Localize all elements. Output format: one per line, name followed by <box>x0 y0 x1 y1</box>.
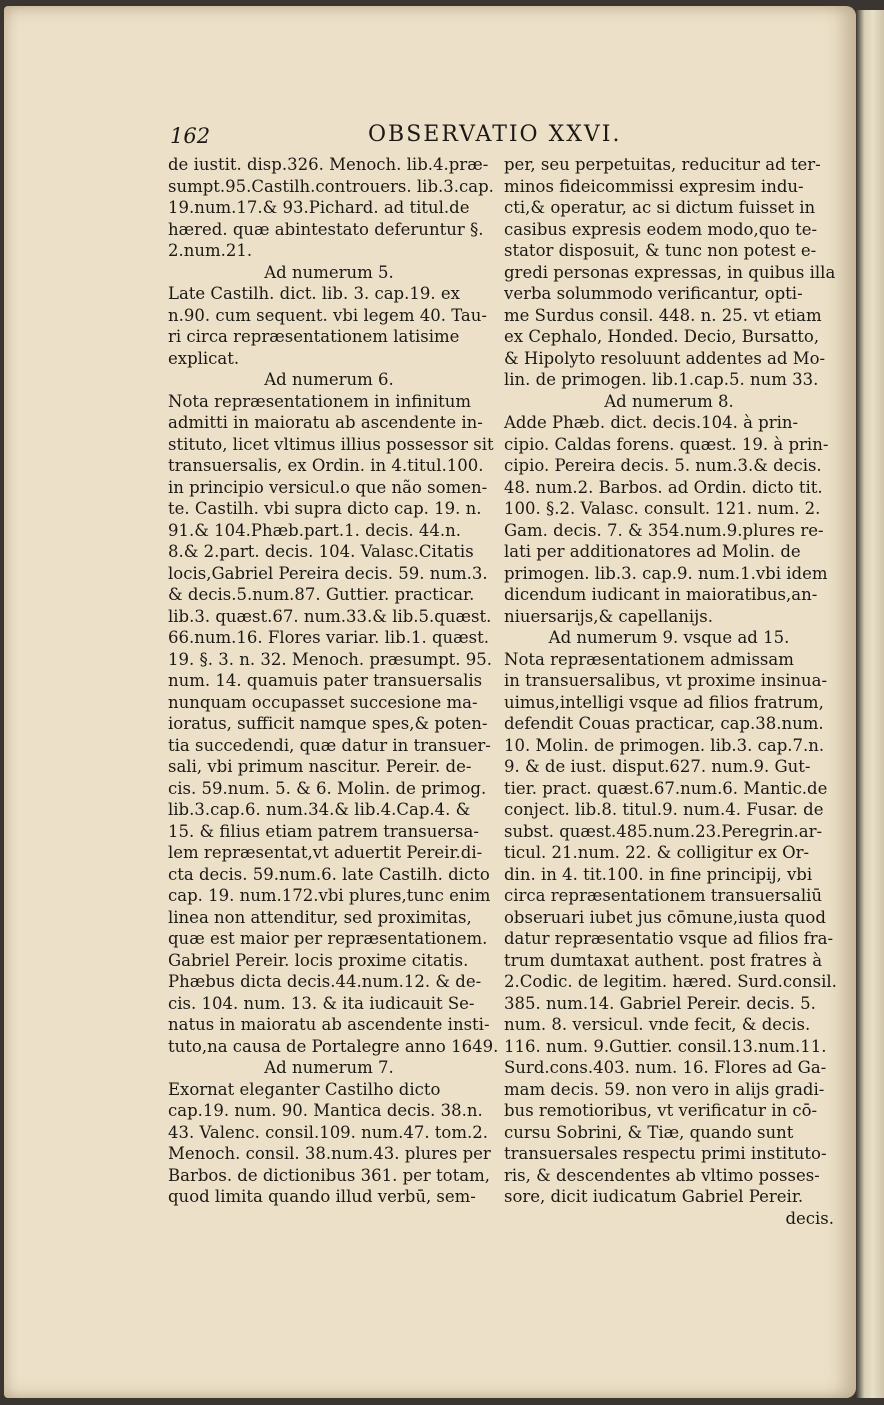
text-line: 385. num.14. Gabriel Pereir. decis. 5. <box>504 993 816 1013</box>
text-line: cipio. Caldas forens. quæst. 19. à prin- <box>504 434 829 454</box>
text-line: tia succedendi, quæ datur in transuer- <box>168 735 491 755</box>
text-line: in transuersalibus, vt proxime insinua- <box>504 671 828 690</box>
text-line: nunquam occupasset succesione ma- <box>168 692 478 712</box>
text-line: 19.num.17.& 93.Pichard. ad titul.de <box>168 198 470 217</box>
page-number: 162 <box>170 124 211 148</box>
text-line: obseruari iubet jus cōmune,iusta quod <box>504 907 826 927</box>
text-line: Adde Phæb. dict. decis.104. à prin- <box>504 413 799 432</box>
text-line: quæ est maior per repræsentationem. <box>168 929 488 948</box>
text-line: din. in 4. tit.100. in fine principij, vbi <box>504 864 813 884</box>
text-line: Phæbus dicta decis.44.num.12. & de- <box>168 972 482 991</box>
text-line: tuto,na causa de Portalegre anno 1649. <box>168 1036 499 1056</box>
text-line: te. Castilh. vbi supra dicto cap. 19. n. <box>168 499 482 518</box>
text-line: ioratus, sufficit namque spes,& poten- <box>168 714 488 733</box>
text-line: natus in maioratu ab ascendente insti- <box>168 1015 490 1034</box>
text-line: ticul. 21.num. 22. & colligitur ex Or- <box>504 843 810 862</box>
text-line: uimus,intelligi vsque ad filios fratrum, <box>504 692 824 712</box>
text-line: lin. de primogen. lib.1.cap.5. num 33. <box>504 370 819 389</box>
text-line: 43. Valenc. consil.109. num.47. tom.2. <box>168 1122 489 1142</box>
text-line: lati per additionatores ad Molin. de <box>504 542 801 561</box>
text-line: stituto, licet vltimus illius possessor sit <box>168 434 494 454</box>
text-line: casibus expresis eodem modo,quo te- <box>504 219 818 239</box>
text-line: cap.19. num. 90. Mantica decis. 38.n. <box>168 1101 483 1120</box>
section-heading: Ad numerum 9. vsque ad 15. <box>548 628 790 647</box>
text-line: cti,& operatur, ac si dictum fuisset in <box>504 198 816 217</box>
section-heading: Ad numerum 6. <box>264 370 394 389</box>
text-line: n.90. cum sequent. vbi legem 40. Tau- <box>168 305 487 325</box>
text-line: cursu Sobrini, & Tiæ, quando sunt <box>504 1122 794 1142</box>
text-line: de iustit. disp.326. Menoch. lib.4.præ- <box>168 155 489 174</box>
text-line: cis. 59.num. 5. & 6. Molin. de primog. <box>168 778 487 798</box>
text-line: ex Cephalo, Honded. Decio, Bursatto, <box>504 327 820 346</box>
text-line: cta decis. 59.num.6. late Castilh. dicto <box>168 864 490 884</box>
text-line: linea non attenditur, sed proximitas, <box>168 907 472 927</box>
left-column <box>168 154 499 1208</box>
page <box>4 6 856 1398</box>
text-line: sore, dicit iudicatum Gabriel Pereir. <box>504 1187 804 1206</box>
text-line: cap. 19. num.172.vbi plures,tunc enim <box>168 886 491 905</box>
section-heading: Ad numerum 8. <box>604 391 734 411</box>
text-line: minos fideicommissi expresim indu- <box>504 176 804 196</box>
text-line: Nota repræsentationem in infinitum <box>168 391 472 411</box>
text-line: hæred. quæ abintestato deferuntur §. <box>168 219 484 239</box>
text-line: Late Castilh. dict. lib. 3. cap.19. ex <box>168 284 460 303</box>
text-line: locis,Gabriel Pereira decis. 59. num.3. <box>168 563 488 583</box>
page-edge <box>856 10 884 1398</box>
text-line: 9. & de iust. disput.627. num.9. Gut- <box>504 757 811 776</box>
text-line: niuersarijs,& capellanijs. <box>504 606 713 626</box>
text-line: sumpt.95.Castilh.controuers. lib.3.cap. <box>168 176 494 196</box>
text-line: conject. lib.8. titul.9. num.4. Fusar. de <box>504 800 824 819</box>
text-line: explicat. <box>168 348 240 368</box>
text-line: admitti in maioratu ab ascendente in- <box>168 413 483 432</box>
text-line: stator disposuit, & tunc non potest e- <box>504 241 817 260</box>
text-line: lem repræsentat,vt aduertit Pereir.di- <box>168 843 483 862</box>
text-line: cipio. Pereira decis. 5. num.3.& decis. <box>504 456 822 475</box>
text-line: sali, vbi primum nascitur. Pereir. de- <box>168 757 472 776</box>
text-line: Surd.cons.403. num. 16. Flores ad Ga- <box>504 1058 827 1077</box>
text-line: trum dumtaxat authent. post fratres à <box>504 950 823 970</box>
text-line: 91.& 104.Phæb.part.1. decis. 44.n. <box>168 520 462 540</box>
text-line: 10. Molin. de primogen. lib.3. cap.7.n. <box>504 735 825 755</box>
section-heading: Ad numerum 5. <box>264 262 394 282</box>
text-line: 100. §.2. Valasc. consult. 121. num. 2. <box>504 499 821 518</box>
text-line: subst. quæst.485.num.23.Peregrin.ar- <box>504 821 823 841</box>
text-line: lib.3.cap.6. num.34.& lib.4.Cap.4. & <box>168 800 471 819</box>
text-line: 2.num.21. <box>168 241 253 260</box>
text-line: 15. & filius etiam patrem transuersa- <box>168 821 479 841</box>
catchword: decis. <box>785 1208 834 1228</box>
text-line: cis. 104. num. 13. & ita iudicauit Se- <box>168 993 475 1013</box>
text-line: verba solummodo verificantur, opti- <box>504 284 803 303</box>
text-line: transuersales respectu primi instituto- <box>504 1144 827 1163</box>
text-line: dicendum iudicant in maioratibus,an- <box>504 585 818 604</box>
text-line: Menoch. consil. 38.num.43. plures per <box>168 1144 491 1163</box>
text-line: 8.& 2.part. decis. 104. Valasc.Citatis <box>168 542 474 561</box>
running-title: OBSERVATIO XXVI. <box>368 122 622 147</box>
text-line: primogen. lib.3. cap.9. num.1.vbi idem <box>504 563 828 583</box>
text-line: 116. num. 9.Guttier. consil.13.num.11. <box>504 1036 827 1056</box>
text-line: & decis.5.num.87. Guttier. practicar. <box>168 585 475 604</box>
text-line: ri circa repræsentationem latisime <box>168 327 460 346</box>
text-line: transuersalis, ex Ordin. in 4.titul.100. <box>168 456 484 475</box>
text-line: tier. pract. quæst.67.num.6. Mantic.de <box>504 778 828 798</box>
text-line: Barbos. de dictionibus 361. per totam, <box>168 1165 490 1185</box>
text-line: 66.num.16. Flores variar. lib.1. quæst. <box>168 628 490 647</box>
text-line: per, seu perpetuitas, reducitur ad ter- <box>504 155 821 174</box>
text-line: bus remotioribus, vt verificatur in cō- <box>504 1101 818 1120</box>
text-line: mam decis. 59. non vero in alijs gradi- <box>504 1079 825 1099</box>
section-heading: Ad numerum 7. <box>264 1058 394 1077</box>
text-line: num. 8. versicul. vnde fecit, & decis. <box>504 1015 811 1034</box>
text-line: gredi personas expressas, in quibus illa <box>504 262 836 282</box>
text-line: 2.Codic. de legitim. hæred. Surd.consil. <box>504 972 837 991</box>
right-column <box>504 154 837 1229</box>
text-line: 48. num.2. Barbos. ad Ordin. dicto tit. <box>504 477 823 497</box>
text-line: Gabriel Pereir. locis proxime citatis. <box>168 950 469 970</box>
page-header <box>170 122 666 150</box>
text-line: 19. §. 3. n. 32. Menoch. præsumpt. 95. <box>168 649 493 669</box>
text-line: quod limita quando illud verbū, sem- <box>168 1187 476 1206</box>
text-line: defendit Couas practicar, cap.38.num. <box>504 714 824 733</box>
text-line: Gam. decis. 7. & 354.num.9.plures re- <box>504 520 824 540</box>
text-line: Nota repræsentationem admissam <box>504 649 794 669</box>
text-line: datur repræsentatio vsque ad filios fra- <box>504 929 834 948</box>
text-line: me Surdus consil. 448. n. 25. vt etiam <box>504 305 822 325</box>
text-line: & Hipolyto resoluunt addentes ad Mo- <box>504 348 826 368</box>
text-line: circa repræsentationem transuersaliū <box>504 886 823 905</box>
text-line: num. 14. quamuis pater transuersalis <box>168 671 483 690</box>
text-line: lib.3. quæst.67. num.33.& lib.5.quæst. <box>168 606 492 626</box>
text-line: in principio versicul.o que não somen- <box>168 477 488 497</box>
text-line: Exornat eleganter Castilho dicto <box>168 1079 441 1099</box>
text-line: ris, & descendentes ab vltimo posses- <box>504 1165 820 1185</box>
